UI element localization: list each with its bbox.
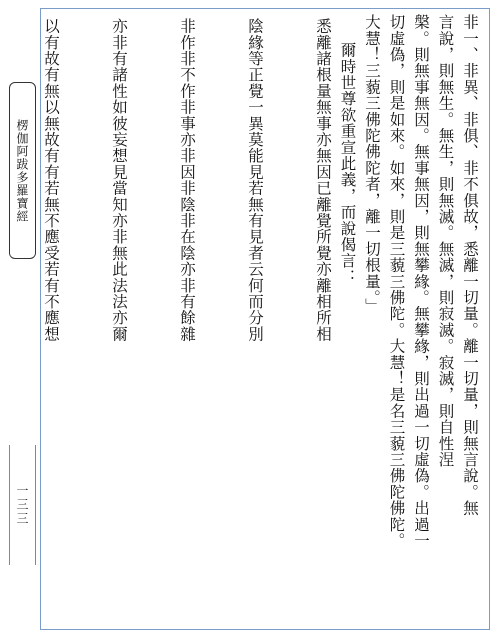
verse-column — [267, 14, 335, 620]
verse: 若無有見者 — [246, 180, 264, 261]
verse: 以有故有無 — [42, 18, 60, 99]
verse: 當知亦非無 — [110, 180, 128, 261]
verse: 若無不應受 — [42, 180, 60, 261]
verse: 非作非不作 — [178, 18, 196, 99]
verse: 無事亦無因 — [314, 99, 332, 180]
page-number: 一三三 — [9, 445, 36, 565]
verse: 亦非有諸性 — [110, 18, 128, 99]
verse: 亦非有餘雜 — [178, 261, 196, 342]
verse-column — [131, 14, 199, 620]
text-column: 非一、非異、非俱、非不俱故，悉離一切量。離一切量，則無言說。無 — [461, 14, 479, 517]
verse: 云何而分別 — [246, 261, 264, 342]
sutra-title: 楞伽阿跋多羅寶經 — [9, 82, 36, 259]
text-column: 大慧！三藐三佛陀佛陀者，離一切根量。」 — [363, 14, 381, 315]
verse: 非事亦非因 — [178, 99, 196, 180]
verse: 一異莫能見 — [246, 99, 264, 180]
verse: 亦離相所相 — [314, 261, 332, 342]
text-column: 切虛偽，則是如來。如來，則是三藐三佛陀。大慧！是名三藐三佛陀佛陀。 — [387, 14, 406, 549]
verse: 悉離諸根量 — [314, 18, 332, 99]
verse: 已離覺所覺 — [314, 180, 332, 261]
text-column: 言說，則無生。無生，則無滅。無滅，則寂滅。寂滅，則自性涅 — [436, 14, 455, 468]
text-column: 爾時世尊欲重宣此義，而說偈言： — [338, 42, 357, 285]
verse: 陰緣等正覺 — [246, 18, 264, 99]
verse-column — [199, 14, 267, 620]
verse-column — [63, 14, 131, 620]
verse: 以無故有有 — [42, 99, 60, 180]
verse-column — [0, 14, 63, 620]
verse: 非陰非在陰 — [178, 180, 196, 261]
verse: 若有不應想 — [42, 261, 60, 342]
text-column: 槃。則無事無因。無事無因，則無攀緣。無攀緣，則出過一切虛偽。出過一 — [412, 14, 430, 549]
verse: 此法法亦爾 — [110, 261, 128, 342]
sutra-text — [42, 14, 482, 620]
verse: 如彼妄想見 — [110, 99, 128, 180]
